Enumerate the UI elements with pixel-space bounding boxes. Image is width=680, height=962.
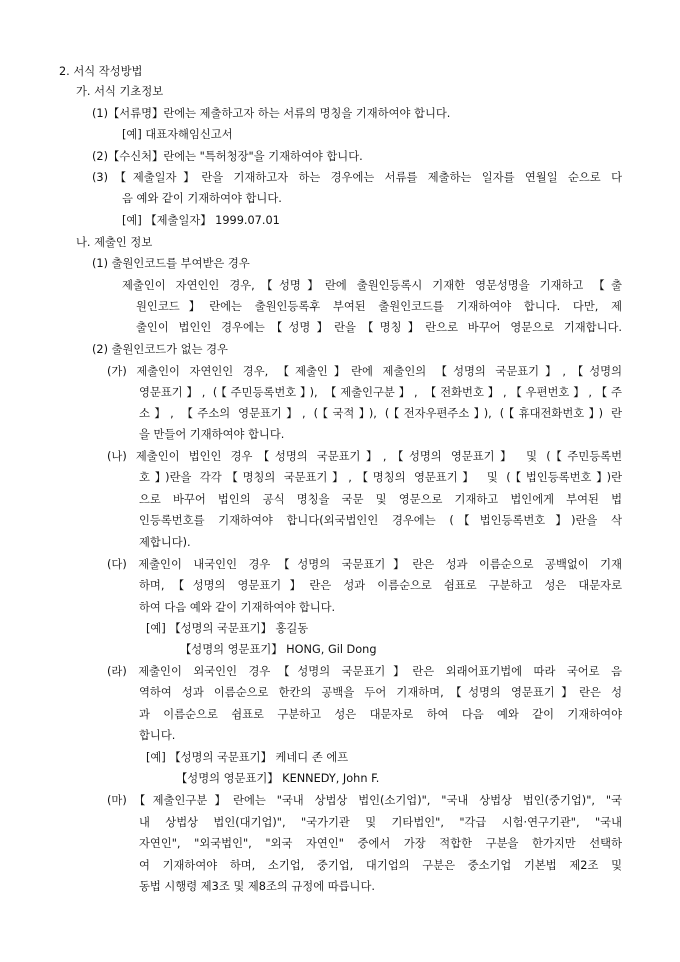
ga-item-1: (1)【서류명】란에는 제출하고자 하는 서류의 명칭을 기재하여야 합니다. <box>92 107 451 120</box>
item-ga-line: 영문표기】, (【주민등록번호】), 【제출인구분】, 【전화번호】,【우편번호】,【주 <box>139 386 622 399</box>
item-ma-line: (마)【제출인구분】란에는 "국내 상법상 법인(소기업)", "국내 상법상 법인(중기업)", "국 <box>107 794 622 807</box>
item-da-example-2: 【성명의 영문표기】 HONG, Gil Dong <box>180 643 377 656</box>
item-ma-line: 여 기재하여야 하며, 소기업, 중기업, 대기업의 구분은 중소기업 기본법 제2조 및 <box>139 859 622 872</box>
ga-item-3-line-1: (3)【제출일자】란을 기재하고자 하는 경우에는 서류를 제출하는 일자를 연월일 순으로 다 <box>92 171 622 184</box>
item-na-line: 호】)란을 각각【명칭의 국문표기】,【명칭의 영문표기】 및 (【법인등록번호】)란 <box>139 471 622 484</box>
subsection-heading-na: 나. 제출인 정보 <box>76 236 153 249</box>
item-na-line: 인등록번호를 기재하여야 합니다(외국법인인 경우에는 (【법인등록번호】)란을 삭 <box>139 514 622 527</box>
na-sub2-heading: (2) 출원인코드가 없는 경우 <box>92 343 228 356</box>
item-na-line: 제합니다). <box>139 536 191 549</box>
ga-item-3-example: [예] 【제출일자】 1999.07.01 <box>122 214 280 227</box>
subsection-heading-ga: 가. 서식 기초정보 <box>76 85 164 98</box>
item-ra-line: 역하여 성과 이름순으로 한칸의 공백을 두어 기재하며,【성명의 영문표기】란은 성 <box>139 686 622 699</box>
ga-item-2: (2)【수신처】란에는 "특허청장"을 기재하여야 합니다. <box>92 150 363 163</box>
section-title: 2. 서식 작성방법 <box>59 65 143 78</box>
item-da-line: 하여 다음 예와 같이 기재하여야 합니다. <box>139 601 336 614</box>
ga-item-3-line-2: 음 예와 같이 기재하여야 합니다. <box>122 192 282 205</box>
item-ma-line: 동법 시행령 제3조 및 제8조의 규정에 따릅니다. <box>139 880 375 893</box>
item-ma-line: 자연인", "외국법인", "외국 자연인" 중에서 가장 적합한 구분을 한가지만 선택하 <box>139 837 622 850</box>
item-ga-line: (가) 제출인이 자연인인 경우, 【제출인】란에 제출인의 【성명의 국문표기】,【성명의 <box>107 365 622 378</box>
item-na-line: 으로 바꾸어 법인의 공식 명칭을 국문 및 영문으로 기재하고 법인에게 부여된 법 <box>139 493 622 506</box>
na-sub1-line: 원인코드】란에는 출원인등록후 부여된 출원인코드를 기재하여야 합니다. 다만, 제 <box>136 300 622 313</box>
item-ra-example-1: [예] 【성명의 국문표기】 케네디 존 에프 <box>146 751 349 764</box>
item-da-example-1: [예] 【성명의 국문표기】 홍길동 <box>146 622 309 635</box>
item-ra-line: 합니다. <box>139 729 176 742</box>
na-sub1-heading: (1) 출원인코드를 부여받은 경우 <box>92 257 250 270</box>
item-ga-line: 소】, 【주소의 영문표기】, (【국적】), (【전자우편주소】), (【휴대전화번호】) 란 <box>139 407 622 420</box>
ga-item-1-example: [예] 대표자해임신고서 <box>122 128 233 141</box>
item-ga-line: 을 만들어 기재하여야 합니다. <box>139 428 285 441</box>
item-ra-line: 과 이름순으로 쉼표로 구분하고 성은 대문자로 하여 다음 예와 같이 기재하여야 <box>139 708 622 721</box>
item-ra-line: (라) 제출인이 외국인인 경우【성명의 국문표기】란은 외래어표기법에 따라 국어로 음 <box>107 665 622 678</box>
na-sub1-line: 제출인이 자연인인 경우,【성명】란에 출원인등록시 기재한 영문성명을 기재하고 【출 <box>122 279 622 292</box>
item-ra-example-2: 【성명의 영문표기】 KENNEDY, John F. <box>176 772 380 785</box>
item-da-line: 하며,【성명의 영문표기】란은 성과 이름순으로 쉼표로 구분하고 성은 대문자로 <box>139 579 622 592</box>
item-da-line: (다) 제출인이 내국인인 경우【성명의 국문표기】란은 성과 이름순으로 공백없이 기재 <box>107 558 622 571</box>
na-sub1-line: 출인이 법인인 경우에는【성명】란을【명칭】란으로 바꾸어 영문으로 기재합니다. <box>136 321 622 334</box>
item-na-line: (나) 제출인이 법인인 경우【성명의 국문표기】,【성명의 영문표기】 및 (【주민등록번 <box>107 450 622 463</box>
item-ma-line: 내 상법상 법인(대기업)", "국가기관 및 기타법인", "각급 시험·연구기관", "국내 <box>139 816 622 829</box>
